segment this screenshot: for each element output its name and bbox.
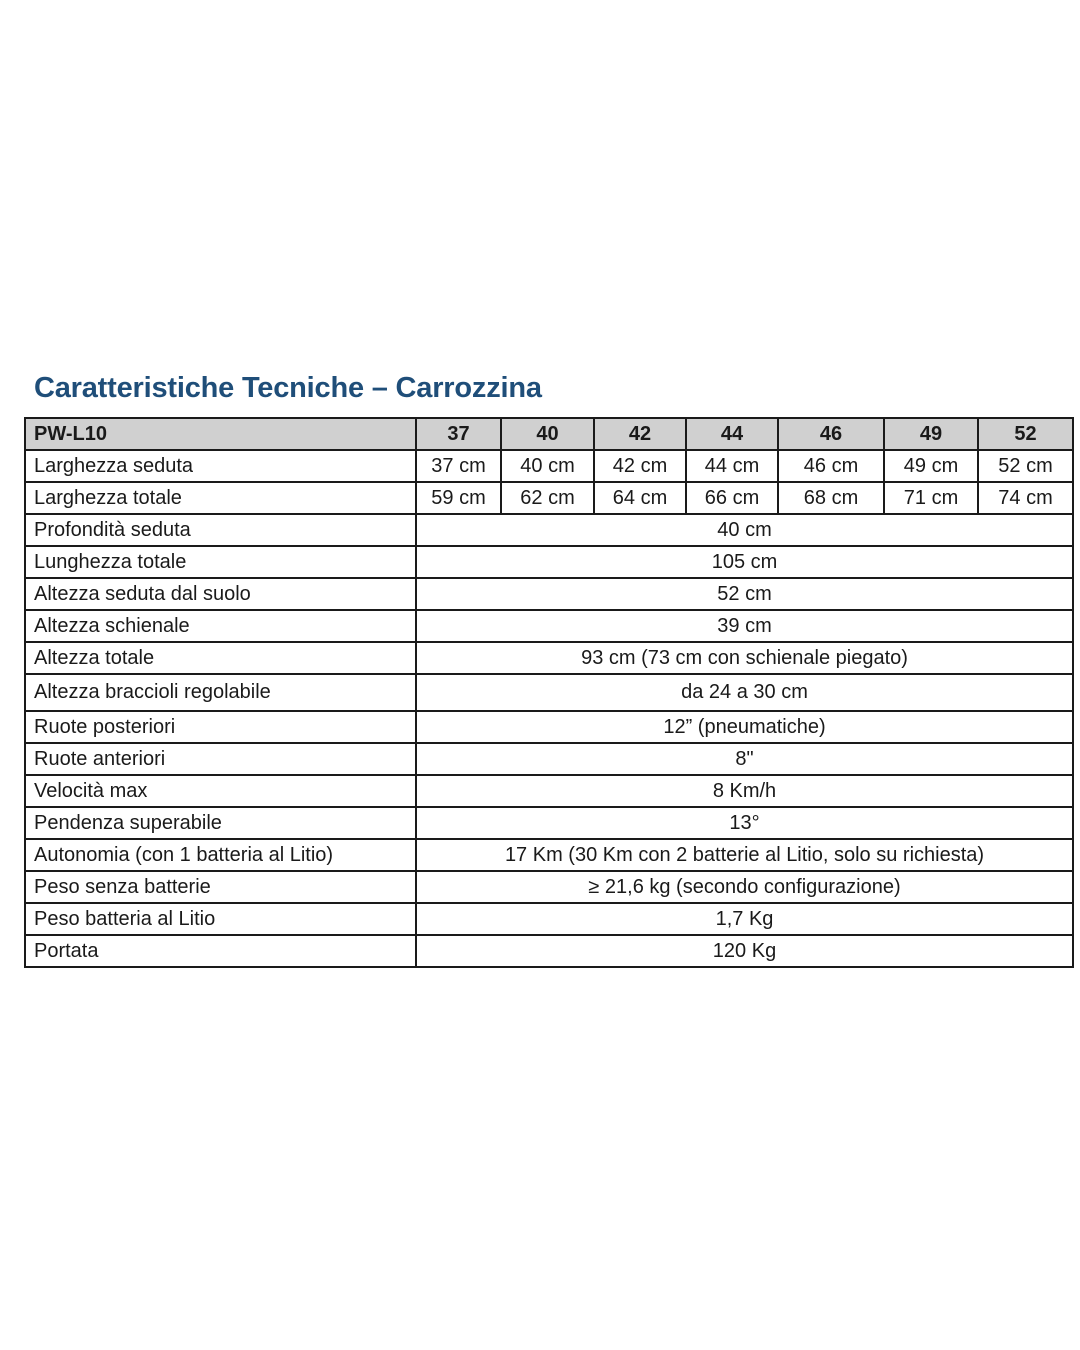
row-label: Pendenza superabile bbox=[25, 807, 416, 839]
table-row bbox=[25, 807, 1073, 839]
table-row bbox=[25, 743, 1073, 775]
row-label: Larghezza totale bbox=[25, 482, 416, 514]
table-row bbox=[25, 482, 1073, 514]
table-row bbox=[25, 642, 1073, 674]
row-label: Profondità seduta bbox=[25, 514, 416, 546]
cell-value: 49 cm bbox=[884, 450, 978, 482]
table-row bbox=[25, 935, 1073, 967]
row-label: Portata bbox=[25, 935, 416, 967]
row-label: Autonomia (con 1 batteria al Litio) bbox=[25, 839, 416, 871]
cell-value: 40 cm bbox=[501, 450, 594, 482]
row-label: Larghezza seduta bbox=[25, 450, 416, 482]
cell-value: 8 Km/h bbox=[416, 775, 1073, 807]
cell-value: 59 cm bbox=[416, 482, 501, 514]
size-header: 52 bbox=[978, 418, 1073, 450]
model-header: PW-L10 bbox=[25, 418, 416, 450]
table-row bbox=[25, 546, 1073, 578]
row-label: Altezza braccioli regolabile bbox=[25, 674, 416, 711]
cell-value: 44 cm bbox=[686, 450, 778, 482]
cell-value: 40 cm bbox=[416, 514, 1073, 546]
cell-value: 71 cm bbox=[884, 482, 978, 514]
cell-value: 120 Kg bbox=[416, 935, 1073, 967]
row-label: Altezza totale bbox=[25, 642, 416, 674]
table-row bbox=[25, 871, 1073, 903]
size-header: 44 bbox=[686, 418, 778, 450]
cell-value: 66 cm bbox=[686, 482, 778, 514]
size-header: 42 bbox=[594, 418, 686, 450]
cell-value: 93 cm (73 cm con schienale piegato) bbox=[416, 642, 1073, 674]
table-row bbox=[25, 514, 1073, 546]
cell-value: 39 cm bbox=[416, 610, 1073, 642]
cell-value: 64 cm bbox=[594, 482, 686, 514]
cell-value: 46 cm bbox=[778, 450, 884, 482]
cell-value: 13° bbox=[416, 807, 1073, 839]
cell-value: 74 cm bbox=[978, 482, 1073, 514]
cell-value: 105 cm bbox=[416, 546, 1073, 578]
cell-value: 62 cm bbox=[501, 482, 594, 514]
cell-value: 52 cm bbox=[978, 450, 1073, 482]
size-header: 46 bbox=[778, 418, 884, 450]
cell-value: ≥ 21,6 kg (secondo configurazione) bbox=[416, 871, 1073, 903]
size-header: 49 bbox=[884, 418, 978, 450]
table-row bbox=[25, 578, 1073, 610]
header-row bbox=[25, 418, 1073, 450]
specs-table bbox=[24, 417, 1074, 968]
row-label: Peso batteria al Litio bbox=[25, 903, 416, 935]
cell-value: da 24 a 30 cm bbox=[416, 674, 1073, 711]
table-row bbox=[25, 610, 1073, 642]
table-row bbox=[25, 775, 1073, 807]
cell-value: 8" bbox=[416, 743, 1073, 775]
row-label: Velocità max bbox=[25, 775, 416, 807]
row-label: Ruote anteriori bbox=[25, 743, 416, 775]
row-label: Altezza seduta dal suolo bbox=[25, 578, 416, 610]
size-header: 40 bbox=[501, 418, 594, 450]
cell-value: 1,7 Kg bbox=[416, 903, 1073, 935]
row-label: Lunghezza totale bbox=[25, 546, 416, 578]
table-row bbox=[25, 450, 1073, 482]
size-header: 37 bbox=[416, 418, 501, 450]
cell-value: 68 cm bbox=[778, 482, 884, 514]
cell-value: 12” (pneumatiche) bbox=[416, 711, 1073, 743]
cell-value: 17 Km (30 Km con 2 batterie al Litio, solo su richiesta) bbox=[416, 839, 1073, 871]
table-row bbox=[25, 903, 1073, 935]
table-row bbox=[25, 674, 1073, 711]
cell-value: 37 cm bbox=[416, 450, 501, 482]
row-label: Altezza schienale bbox=[25, 610, 416, 642]
table-row bbox=[25, 839, 1073, 871]
cell-value: 52 cm bbox=[416, 578, 1073, 610]
row-label: Peso senza batterie bbox=[25, 871, 416, 903]
table-row bbox=[25, 711, 1073, 743]
cell-value: 42 cm bbox=[594, 450, 686, 482]
page-title: Caratteristiche Tecniche – Carrozzina bbox=[34, 372, 542, 404]
row-label: Ruote posteriori bbox=[25, 711, 416, 743]
